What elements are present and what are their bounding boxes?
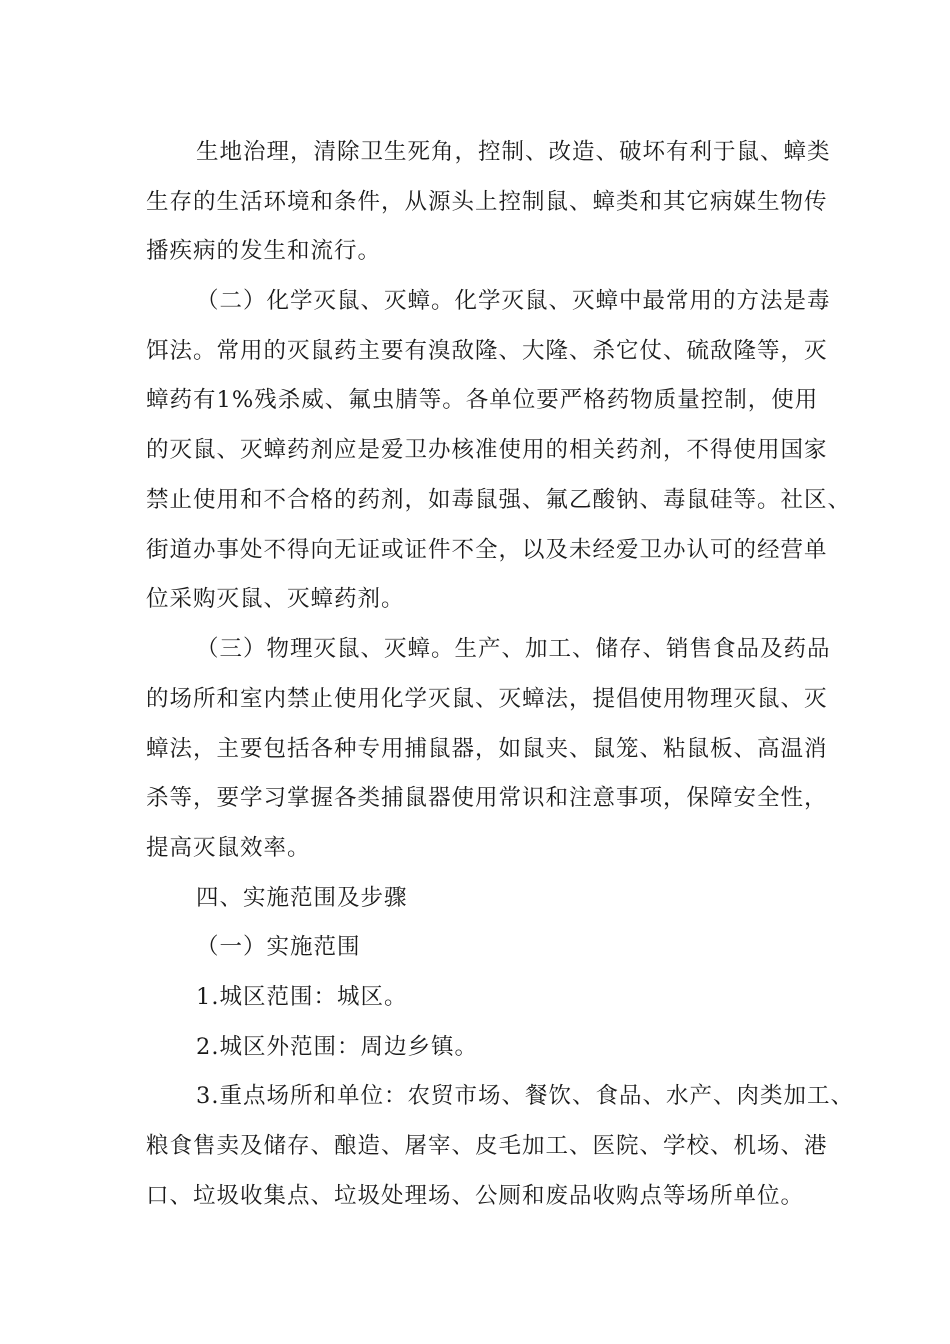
paragraph-line: （二）化学灭鼠、灭蟑。化学灭鼠、灭蟑中最常用的方法是毒 bbox=[196, 288, 831, 314]
paragraph-line: 蟑法，主要包括各种专用捕鼠器，如鼠夹、鼠笼、粘鼠板、高温消 bbox=[146, 736, 828, 762]
paragraph-line: 口、垃圾收集点、垃圾处理场、公厕和废品收购点等场所单位。 bbox=[146, 1183, 805, 1209]
paragraph-line: 播疾病的发生和流行。 bbox=[146, 238, 382, 264]
paragraph-line: 提高灭鼠效率。 bbox=[146, 835, 311, 861]
paragraph-line: 蟑药有1%残杀威、氟虫腈等。各单位要严格药物质量控制，使用 bbox=[146, 387, 819, 413]
paragraph-line: 的灭鼠、灭蟑药剂应是爱卫办核准使用的相关药剂，不得使用国家 bbox=[146, 437, 828, 463]
paragraph-line: 位采购灭鼠、灭蟑药剂。 bbox=[146, 586, 405, 612]
list-item: 1.城区范围：城区。 bbox=[196, 984, 408, 1010]
subsection-heading: （一）实施范围 bbox=[196, 934, 361, 960]
list-item: 3.重点场所和单位：农贸市场、餐饮、食品、水产、肉类加工、 bbox=[196, 1083, 854, 1109]
paragraph-line: 禁止使用和不合格的药剂，如毒鼠强、氟乙酸钠、毒鼠硅等。社区、 bbox=[146, 487, 852, 513]
paragraph-line: 的场所和室内禁止使用化学灭鼠、灭蟑法，提倡使用物理灭鼠、灭 bbox=[146, 686, 828, 712]
paragraph-line: 街道办事处不得向无证或证件不全，以及未经爱卫办认可的经营单 bbox=[146, 537, 828, 563]
paragraph-line: 生地治理，清除卫生死角，控制、改造、破坏有利于鼠、蟑类 bbox=[196, 139, 831, 165]
list-item: 2.城区外范围：周边乡镇。 bbox=[196, 1034, 478, 1060]
section-heading: 四、实施范围及步骤 bbox=[196, 885, 408, 911]
paragraph-line: 杀等，要学习掌握各类捕鼠器使用常识和注意事项，保障安全性， bbox=[146, 785, 828, 811]
paragraph-line: （三）物理灭鼠、灭蟑。生产、加工、储存、销售食品及药品 bbox=[196, 636, 831, 662]
paragraph-line: 生存的生活环境和条件，从源头上控制鼠、蟑类和其它病媒生物传 bbox=[146, 189, 828, 215]
paragraph-line: 粮食售卖及储存、酿造、屠宰、皮毛加工、医院、学校、机场、港 bbox=[146, 1133, 828, 1159]
paragraph-line: 饵法。常用的灭鼠药主要有溴敌隆、大隆、杀它仗、硫敌隆等，灭 bbox=[146, 338, 828, 364]
